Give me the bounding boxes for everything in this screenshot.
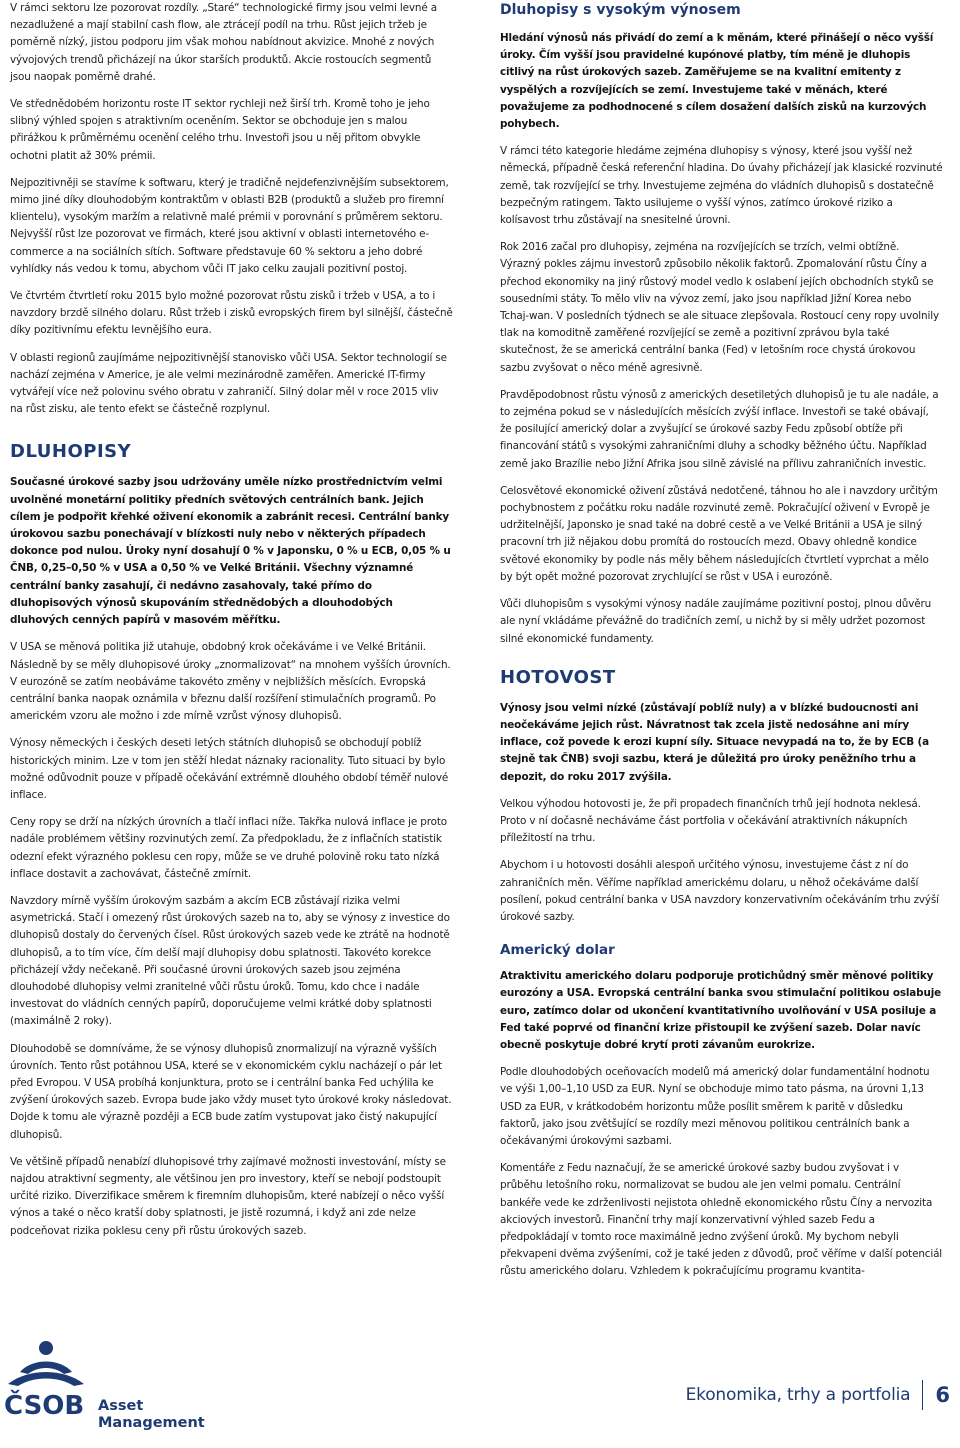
section-heading-high-yield: Dluhopisy s vysokým výnosem (500, 2, 741, 18)
paragraph: Velkou výhodou hotovosti je, že při propadech finančních trhů její hodnota neklesá. Proto v ní dočasně necháváme část portfolia v očekávání atraktivních nákupních příležitostí na trhu. (500, 797, 921, 845)
page-number: 6 (935, 1383, 950, 1407)
csob-logo (0, 1338, 205, 1431)
paragraph: Ve čtvrtém čtvrtletí roku 2015 bylo možné pozorovat růstu zisků i tržeb v USA, a to i navzdory brzdě silného dolaru. Růst tržeb i zisků evropských firem byl silnější, částečně díky pozitivnímu efektu levnějšího eura. (10, 290, 453, 337)
paragraph: Dlouhodobě se domníváme, že se výnosy dluhopisů znormalizují na výrazně vyšších úrovních. Tento růst potáhnou USA, které se v ekonomickém cyklu nacházejí o pár let před Evropou. V USA probíhá konjunktura, proto se i centrální banka Fed uchýlila ke zvýšení úrokových sazeb. Evropa bude jako vždy muset tyto úrokové kroky následovat. Dojde k tomu ale výrazně později a ECB bude zatím vystupovat jako čistý nakupující dluhopisů. (10, 1042, 452, 1141)
right-column (500, 0, 943, 1291)
paragraph: Ve střednědobém horizontu roste IT sektor rychleji než širší trh. Kromě toho je jeho slibný výhled spojen s atraktivním oceněním. Sektor se obchoduje jen s malou přirážkou k průměrnému ocenění celého trhu. Investoři jsou u něj přitom obvykle ochotni platit až 30% prémii. (10, 98, 430, 162)
paragraph: V USA se měnová politika již utahuje, obdobný krok očekáváme i ve Velké Británii. Následně by se měly dluhopisové úroky „znormalizovat“ na mnohem vyšších úrovních. V eurozóně se zatím neobáváme takovéto změny v nejbližších měsících. Evropská centrální banka naopak oznámila v březnu další rozšíření stimulačních programů. Po americkém vzoru ale možno i zde mírně vzrůst výnosy dluhopisů. (10, 641, 451, 723)
paragraph: Komentáře z Fedu naznačují, že se americké úrokové sazby budou zvyšovat i v průběhu letošního roku, normalizovat se budou ale jen velmi pomalu. Centrální bankéře vede ke zdrženlivosti nejistota ohledně ekonomického růstu Číny a nervozita akciových investorů. Finanční trhy mají konzervativní výhled sazeb Fedu a předpokládají v tomto roce maximálně jedno zvýšení úroků. My bychom nebyli překvapeni dvěma zvýšeními, což je také jeden z důvodů, proč věříme v další potenciál růstu amerického dolaru. Vzhledem k pokračujícímu programu kvantita- (500, 1162, 943, 1278)
paragraph: Ceny ropy se drží na nízkých úrovních a tlačí inflaci níže. Takřka nulová inflace je proto nadále problémem většiny rozvinutých zemí. Za předpokladu, že z inflačních statistik odezní efekt výrazného poklesu cen ropy, může se ve druhé polovině roku tato nízká inflace dostavit a zachovávat, částečně zmírnit. (10, 816, 447, 880)
footer-section (686, 1380, 950, 1410)
paragraph: Podle dlouhodobých oceňovacích modelů má americký dolar fundamentální hodnotu ve výši 1,00–1,10 USD za EUR. Nyní se obchoduje mimo tato pásma, na úrovni 1,13 USD za EUR, v krátkodobém horizontu může posílit směrem k paritě v důsledku faktorů, jako jsou zvětšující se rozdíly mezi měnovou politikou centrálních bank a očekávanými úrokovými sazbami. (500, 1066, 930, 1147)
left-column (10, 0, 453, 1250)
paragraph: V rámci sektoru lze pozorovat rozdíly. „Staré“ technologické firmy jsou velmi levné a nezadlužené a mají stabilní cash flow, ale ztrácejí podíl na trhu. Růst jejich tržeb je poměrně nízký, jistou podporu jim však mohou nabídnout akvizice. Mnohé z nových vývojových trendů přicházejí na úkor starších produktů. Akcie rostoucích segmentů jsou naopak poměrně drahé. (10, 2, 437, 83)
paragraph: Celosvětové ekonomické oživení zůstává nedotčené, táhnou ho ale i navzdory určitým pochybnostem z počátku roku nadále rozvinuté země. Pokračující oživení v Evropě je udržitelnější, Japonsko je snad také na dobré cestě a ve Velké Británii a USA je silný pracovní trh již nějakou dobu promítá do rostoucích mezd. Obavy ohledně kondice světové ekonomiky by podle nás měly během následujících čtvrtletí vyprchat a mělo by být opět možné pozorovat zrychlující se růst v USA i eurozóně. (500, 484, 938, 583)
paragraph: Pravděpodobnost růstu výnosů z amerických desetiletých dluhopisů je tu ale nadále, a to zejména pokud se v následujících měsících zvýší inflace. Investoři se také obávají, že posilující americký dolar a zvyšující se úrokové sazby Fedu způsobí obtíže při financování států s vysokými zahraničními dluhy a schodky běžného účtu. Například země jako Brazílie nebo Jižní Afrika jsou silně závislé na přílivu zahraničních investic. (500, 388, 939, 470)
logo-wordmark: ČSOB (4, 1391, 85, 1418)
paragraph: Navzdory mírně vyšším úrokovým sazbám a akcím ECB zůstávají rizika velmi asymetrická. Stačí i omezený růst úrokových sazeb na to, aby se výnosy z investice do dluhopisů dostaly do červených čísel. Růst úrokových sazeb vede ke ztrátě na hodnotě dluhopisů, a to tím více, čím delší mají dluhopisy dobu splatnosti. Takovéto korekce přicházejí vždy nečekaně. Při současné úrovni úrokových sazeb jsou zejména dlouhodobé dluhopisy velmi zranitelné vůči růstu úroků. Tomu, kdo chce i nadále investovat do vládních cenných papírů, doporučujeme velmi krátké doby splatnosti (maximálně 2 roky). (10, 894, 450, 1028)
section-title: Ekonomika, trhy a portfolia (685, 1385, 911, 1405)
logo-subtitle-line: Asset (98, 1398, 144, 1414)
page-footer (0, 1300, 960, 1448)
paragraph: Rok 2016 začal pro dluhopisy, zejména na rozvíjejících se trzích, velmi obtížně. Výrazný pokles zájmu investorů způsobilo několik faktorů. Zpomalování růstu Číny a přechod ekonomiky na jiný růstový model vedlo k oslabení jejích obchodních styků se sousedními státy. To mělo vliv na vývoz zemí, jako jsou například Jižní Korea nebo Tchaj-wan. V posledních týdnech se ale situace zlepšovala. Rostoucí ceny ropy uvolnily tlak na komoditně zaměřené rozvíjející se země a pozitivní zprávou byla také skutečnost, že se americká centrální banka (Fed) v letošním roce chystá úrokovou sazbu zvyšovat o něco méně agresivně. (500, 241, 939, 374)
section-heading-bonds: DLUHOPISY (10, 441, 132, 463)
paragraph: V rámci této kategorie hledáme zejména dluhopisy s výnosy, které jsou vyšší než německá, případně česká referenční hladina. Do úvahy přicházejí jak klasické rozvinuté země, tak rozvíjející se trhy. Investujeme zejména do vládních dluhopisů s dostatečně bezpečným ratingem. Takto usilujeme o vyšší výnos, zatímco úrokové riziko a kolísavost trhu zůstávají na snesitelné úrovni. (500, 145, 943, 227)
section-heading-usd: Americký dolar (500, 942, 615, 959)
lead-paragraph: Hledání výnosů nás přivádí do zemí a k měnám, které přinášejí o něco vyšší úroky. Čím vyšší jsou pravidelné kupónové platby, tím méně je dluhopis citlivý na růst úrokových sazeb. Zaměřujeme se na kvalitní emitenty z vyspělých a rozvíjejících se zemí. Investujeme také v měnách, které považujeme za podhodnocené s cílem dosažení dalších zisků na kurzových pohybech. (500, 32, 934, 131)
logo-subtitle-line: Management (98, 1415, 205, 1431)
csob-logo-icon (0, 1338, 96, 1418)
lead-paragraph: Současné úrokové sazby jsou udržovány uměle nízko prostřednictvím velmi uvolněné monetární politiky předních světových centrálních bank. Jejich cílem je podpořit křehké oživení ekonomik a zabránit recesi. Centrální banky úrokovou sazbu ponechávají v blízkosti nuly nebo v některých případech dokonce pod nulou. Úroky nyní dosahují 0 % v Japonsku, 0 % u ECB, 0,05 % u ČNB, 0,25–0,50 % v USA a 0,50 % ve Velké Británii. Všechny významné centrální banky zasahují, či nedávno zasahovaly, také přímo do dluhopisových výnosů skupováním střednědobých a dlouhodobých dluhových cenných papírů v masovém měřítku. (10, 476, 451, 627)
paragraph: Výnosy německých i českých deseti letých státních dluhopisů se obchodují poblíž historických minim. Lze v tom jen stěží hledat náznaky racionality. Tuto situaci by bylo možné odůvodnit pouze v případě očekávání extrémně dlouhého období téměř nulové inflace. (10, 737, 449, 801)
paragraph: Vůči dluhopisům s vysokými výnosy nadále zaujímáme pozitivní postoj, plnou důvěru ale nyní vkládáme převážně do tradičních zemí, u nichž by si měly udržet pozornost silné ekonomické fundamenty. (500, 598, 932, 645)
paragraph: Ve většině případů nenabízí dluhopisové trhy zajímavé možnosti investování, místy se najdou atraktivní segmenty, ale většinou jen pro investory, kteří se nebojí podstoupit určité riziko. Diverzifikace směrem k firemním dluhopisům, které nabízejí o něco vyšší výnos a také o něco kratší doby splatnosti, je jistě rozumná, i když ani zde nelze podceňovat rizika poklesu ceny při růstu úrokových sazeb. (10, 1155, 446, 1237)
section-heading-cash: HOTOVOST (500, 666, 616, 688)
lead-paragraph: Výnosy jsou velmi nízké (zůstávají poblíž nuly) a v blízké budoucnosti ani neočekáváme jejich růst. Návratnost tak zcela jistě nedosáhne ani míry inflace, což povede k erozi kupní síly. Situace nevypadá na to, že by ECB (a stejně tak ČNB) svoji sazbu, která je důležitá pro úroky peněžního trhu a depozit, do roku 2017 zvýšila. (500, 701, 929, 783)
paragraph: V oblasti regionů zaujímáme nejpozitivnější stanovisko vůči USA. Sektor technologií se nachází zejména v Americe, je ale velmi mezinárodně zaměřen. Americké IT-firmy vytvářejí více než polovinu svého obratu v zahraničí. Silný dolar měl v roce 2015 vliv na růst zisku, ale tento efekt se částečně rozplynul. (10, 351, 447, 416)
paragraph: Nejpozitivněji se stavíme k softwaru, který je tradičně nejdefenzivnějším subsektorem, mimo jiné díky dlouhodobým kontraktům v oblasti B2B (produktů a služeb pro firemní klientelu), vysokým maržím a relativně malé prémii v porovnání s průměrem sektoru. Nejvyšší růst lze pozorovat ve firmách, které jsou aktivní v oblasti internetového e-commerce a na sociálních sítích. Software představuje 60 % sektoru a jeho dobré vyhlídky nás vedou k tomu, abychom vůči IT jako celku zaujali pozitivní postoj. (10, 176, 449, 275)
lead-paragraph: Atraktivitu amerického dolaru podporuje protichůdný směr měnové politiky eurozóny a USA. Evropská centrální banka svou stimulační politikou oslabuje euro, zatímco dolar od ukončení kvantitativního uvolňování v USA posiluje a Fed také poprvé od finanční krize přistoupil ke zvýšení sazeb. Dolar navíc obecně poskytuje dobré krytí proti závanům eurokrize. (500, 970, 942, 1051)
logo-subtitle (98, 1398, 205, 1432)
footer-divider (922, 1380, 923, 1410)
paragraph: Abychom i u hotovosti dosáhli alespoň určitého výnosu, investujeme část z ní do zahraničních měn. Věříme například americkému dolaru, u něhož očekáváme další posílení, pokud centrální banka v USA navzdory konzervativním očekáváním trhu zvýší úrokové sazby. (500, 859, 939, 923)
